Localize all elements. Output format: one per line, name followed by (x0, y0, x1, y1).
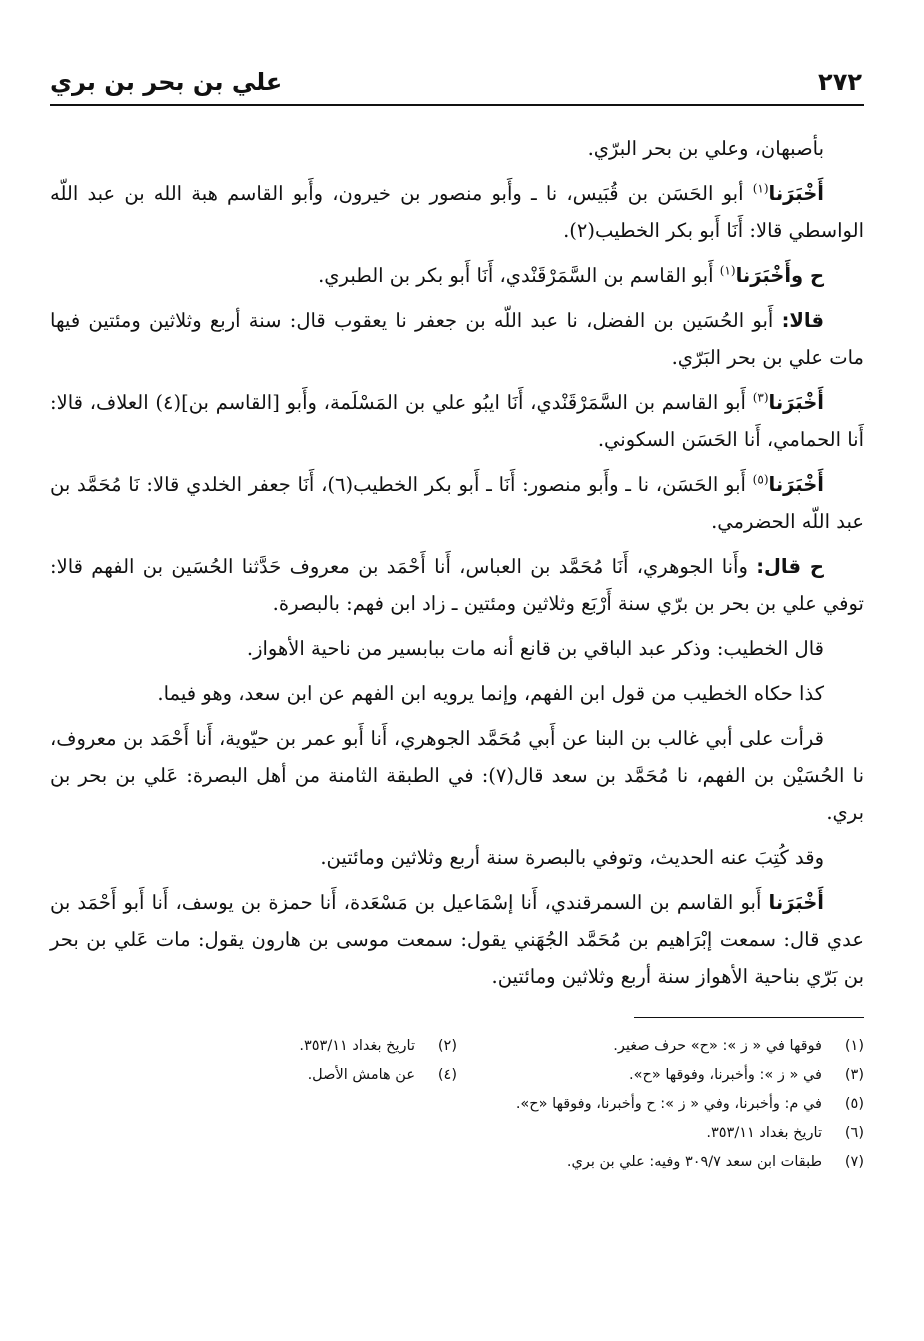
paragraph (50, 675, 864, 712)
paragraph-lead: ح وأَخْبَرَنا (735, 264, 824, 287)
paragraph-lead: قالا: (781, 309, 824, 332)
paragraph-text: قال الخطيب: وذكر عبد الباقي بن قانع أنه مات ببابسير من ناحية الأهواز. (246, 637, 824, 660)
paragraph-text: أَبو الحُسَين بن الفضل، نا عبد اللّه بن جعفر نا يعقوب قال: سنة أربع وثلاثين ومئتين فيها مات علي بن بحر البَرّي. (50, 309, 864, 369)
footnote-text: تاريخ بغداد ٣٥٣/١١. (299, 1038, 415, 1054)
footnote-number: (٣) (844, 1067, 864, 1083)
paragraph (50, 548, 864, 622)
paragraph-lead: أَخْبَرَنا (768, 891, 824, 914)
footnote-text: في م: وأخبرنا، وفي « ز »: ح وأخبرنا، وفوقها «ح». (515, 1096, 822, 1112)
paragraph-lead: أَخْبَرَنا (768, 182, 824, 205)
paragraph-lead: أَخْبَرَنا (768, 473, 824, 496)
footnote-text: تاريخ بغداد ٣٥٣/١١. (706, 1125, 822, 1141)
paragraph (50, 839, 864, 876)
footnote (50, 1032, 457, 1061)
footnote-row (50, 1032, 864, 1061)
main-text (50, 130, 864, 995)
paragraph-lead: أَخْبَرَنا (768, 391, 824, 414)
footnote-ref: (٥) (752, 472, 769, 487)
footnote-number: (١) (844, 1038, 864, 1054)
footnote-ref: (١) (719, 263, 736, 278)
paragraph-lead: ح قال: (756, 555, 824, 578)
footnote-number: (٧) (844, 1154, 864, 1170)
footnote-number: (٢) (437, 1038, 457, 1054)
paragraph-text: بأصبهان، وعلي بن بحر البرّي. (587, 137, 824, 160)
paragraph (50, 302, 864, 376)
footnote (50, 1061, 457, 1090)
paragraph-text: أَبو القاسم بن السَّمَرْقَنْدي، أَنَا أَبو بكر بن الطبري. (318, 264, 720, 287)
footnote-ref: (١) (752, 181, 769, 196)
footnote-divider (634, 1017, 864, 1018)
footnote-row (50, 1061, 864, 1090)
paragraph-text: قرأت على أبي غالب بن البنا عن أَبي مُحَمَّد الجوهري، أَنا أَبو عمر بن حيّوية، أَنا أَحْمَد بن معروف، نا الحُسَيْن بن الفهم، نا مُحَمَّد بن سعد قال(٧): في الطبقة الثامنة من أهل البصرة: عَلي بن بحر بن بري. (50, 727, 864, 824)
footnote-number: (٦) (844, 1125, 864, 1141)
footnote (50, 1119, 864, 1148)
footnote-number: (٥) (844, 1096, 864, 1112)
paragraph (50, 884, 864, 995)
footnote-text: طبقات ابن سعد ٣٠٩/٧ وفيه: علي بن بري. (566, 1154, 822, 1170)
footnote-text: في « ز »: وأخبرنا، وفوقها «ح». (629, 1067, 822, 1083)
footnote (457, 1061, 864, 1090)
footnotes (50, 1032, 864, 1177)
paragraph-text: أَبو القاسم بن السمرقندي، أَنا إسْمَاعيل بن مَسْعَدة، أَنا حمزة بن يوسف، أَنا أَبو أَحْمَد بن عدي قال: سمعت إبْرَاهيم بن مُحَمَّد الجُهَني يقول: سمعت موسى بن هارون يقول: مات عَلي بن بحر بن بَرّي بناحية الأهواز سنة أربع وثلاثين ومائتين. (50, 891, 864, 988)
running-header (50, 64, 864, 106)
paragraph-text: وأَنا الجوهري، أَنَا مُحَمَّد بن العباس، أَنا أَحْمَد بن معروف حَدَّثنا الحُسَين بن الفهم قالا: توفي علي بن بحر بن برّي سنة أَرْبَع وثلاثين ومئتين ـ زاد ابن فهم: بالبصرة. (50, 555, 864, 615)
paragraph-text: أبو الحَسَن بن قُبَيس، نا ـ وأَبو منصور بن خيرون، وأَبو القاسم هبة الله بن عبد اللّه الواسطي قالا: أَنَا أَبو بكر الخطيب(٢). (50, 182, 864, 242)
paragraph (50, 630, 864, 667)
paragraph (50, 257, 864, 294)
footnote-text: فوقها في « ز »: «ح» حرف صغير. (613, 1038, 822, 1054)
footnote-ref: (٣) (752, 390, 769, 405)
paragraph (50, 384, 864, 458)
book-page (50, 64, 864, 1177)
footnote (50, 1148, 864, 1177)
paragraph-text: كذا حكاه الخطيب من قول ابن الفهم، وإنما يرويه ابن الفهم عن ابن سعد، وهو فيما. (157, 682, 824, 705)
paragraph (50, 720, 864, 831)
paragraph-text: أَبو القاسم بن السَّمَرْقَنْدي، أَنَا ايبُو علي بن المَسْلَمة، وأَبو [القاسم بن](٤) العلاف، قالا: أَنا الحمامي، أَنا الحَسَن السكوني. (50, 391, 864, 451)
footnote-text: عن هامش الأصل. (307, 1067, 415, 1083)
footnote (50, 1090, 864, 1119)
footnote-number: (٤) (437, 1067, 457, 1083)
footnote (457, 1032, 864, 1061)
paragraph (50, 130, 864, 167)
paragraph (50, 466, 864, 540)
paragraph (50, 175, 864, 249)
page-number: ٢٧٢ (818, 68, 862, 96)
running-title: علي بن بحر بن بري (50, 68, 283, 96)
paragraph-text: وقد كُتِبَ عنه الحديث، وتوفي بالبصرة سنة أربع وثلاثين ومائتين. (320, 846, 824, 869)
paragraph-text: أَبو الحَسَن، نا ـ وأَبو منصور: أَنَا ـ أَبو بكر الخطيب(٦)، أَنَا جعفر الخلدي قالا: نَا مُحَمَّد بن عبد اللّه الحضرمي. (50, 473, 864, 533)
